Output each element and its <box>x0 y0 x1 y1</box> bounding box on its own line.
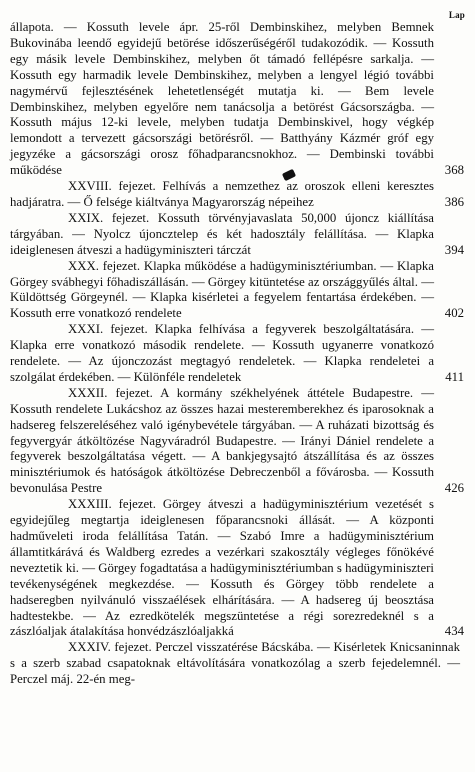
toc-chapter-entry <box>10 640 460 688</box>
toc-chapter-entry <box>10 258 464 323</box>
toc-page-number: 402 <box>442 306 464 322</box>
toc-entry-text: XXX. fejezet. Klapka működése a hadügyminisztériumban. — Klapka Görgey svábhegyi főhadiszállásán. — Görgey kitüntetése az országgyűlés által. — Küldöttség Görgeynél. — Klapka kisérletei a fegyelem fentartása érdekében. — Kossuth erre vonatkozó rendelete <box>10 258 434 321</box>
toc-continuation-entry <box>10 20 464 179</box>
toc-entry-text: XXXIV. fejezet. Perczel visszatérése Bácskába. — Kisérletek Knicsaninnak s a szerb szabad csapatoknak eltávolítására vonatkozólag a szerb fejedelemnél. — Perczel máj. 22-én meg- <box>10 640 460 687</box>
toc-chapter-entry <box>10 210 464 259</box>
toc-chapter-entry <box>10 179 464 211</box>
toc-page-number: 386 <box>442 195 464 211</box>
toc-entry-text: XXXI. fejezet. Klapka felhívása a fegyverek beszolgáltatására. — Klapka erre vonatkozó második rendelete. — Kossuth ugyanerre vonatkozó rendelete. — Az újonczozást megtagyó rendeletek. — Klapka rendeletei a szolgálat érdekében. — Különféle rendeletek <box>10 322 434 384</box>
toc-page-number: 426 <box>442 481 464 497</box>
toc-chapter-entry <box>10 322 464 386</box>
toc-entry-text: XXIX. fejezet. Kossuth törvényjavaslata 50,000 újoncz kiállítása tárgyában. — Nyolcz újonczteleр és két hadosztály felállítása. — Klapka ideiglenesen átveszi a hadügyminiszteri tárczát <box>10 210 434 257</box>
toc-chapter-entry <box>10 385 464 497</box>
toc-page-number: 394 <box>442 243 464 259</box>
toc-entry-text: XXVIII. fejezet. Felhívás a nemzethez az oroszok elleni keresztes hadjáratra. — Ő felsége kiáltványa Magyarország népeihez <box>10 179 434 209</box>
toc-page-number: 434 <box>442 624 464 640</box>
toc-entry-text: XXXIII. fejezet. Görgey átveszi a hadügyminisztérium vezetését s egyidejűleg megtartja ideiglenesen főparancsnoki állását. — A központi hadműveleti iroda felállítása Tatán. — Szabó Imre a hadügyminisztérium államtitkárává és Waldberg ezredes a vezérkari szakosztály végleges főnökévé neveztetik ki. — Görgey fogadtatása a hadügyminisztériumban s hadügyminiszteri tevékenységének megkezdése. — Kossuth és Görgey több rendelete a hadseregben nyilvánuló visszaélések elhárítására. — A hadsereg új beosztása hadtestekbe. — Az ezredkötelék megszüntetése a régi sorezredeknél s a zászlóaljak átalakítása honvédzászlóaljakká <box>10 497 434 639</box>
table-of-contents <box>10 20 464 688</box>
toc-page-number: 411 <box>442 370 464 386</box>
toc-entry-text: állapota. — Kossuth levele ápr. 25-ről Dembinskihez, melyben Bemnek Bukovinába leendő egyidejű betörése időszerűségéről tudakozódik. — Kossuth egy másik levele Dembinskihez, melyben őt támadó fellépésre sarkalja. — Kossuth egy harmadik levele Dembinskihez, melyben a lengyel légió további nagymérvű fejlesztésének lehetetlenségét mutatja ki. — Bem levele Dembinskihez, melyben egyelőre nem tanácsolja a betörést Gácsországba. — Kossuth május 12-ki levele, melyben tudatja Dembinskivel, hogy végkép lemondott a tervezett gácsországi betörésről. — Batthyány Kázmér gróf egy jegyzéke a gácsországi orosz főhadparancsnokhoz. — Dembinski további működése <box>10 20 434 178</box>
toc-entry-text: XXXII. fejezet. A kormány székhelyének áttétele Budapestre. — Kossuth rendelete Lukácshoz az összes hazai mesteremberekhez és iparosoknak a hadsereg felszereléséhez való igénybevétele tárgyában. — A ruházati bizottság és fegyvergyár átköltözése Nagyváradról Budapestre. — Irányi Dániel rendelete a fegyverek beszolgáltatása végett. — A bankjegysajtó átszállítása és az összes minisztériumok és hatóságok átköltözése Debreczenből a fővárosba. — Kossuth bevonulása Pestre <box>10 385 434 496</box>
page-column-heading: Lap <box>448 10 465 20</box>
toc-chapter-entry <box>10 497 464 640</box>
toc-page-number: 368 <box>442 163 464 179</box>
